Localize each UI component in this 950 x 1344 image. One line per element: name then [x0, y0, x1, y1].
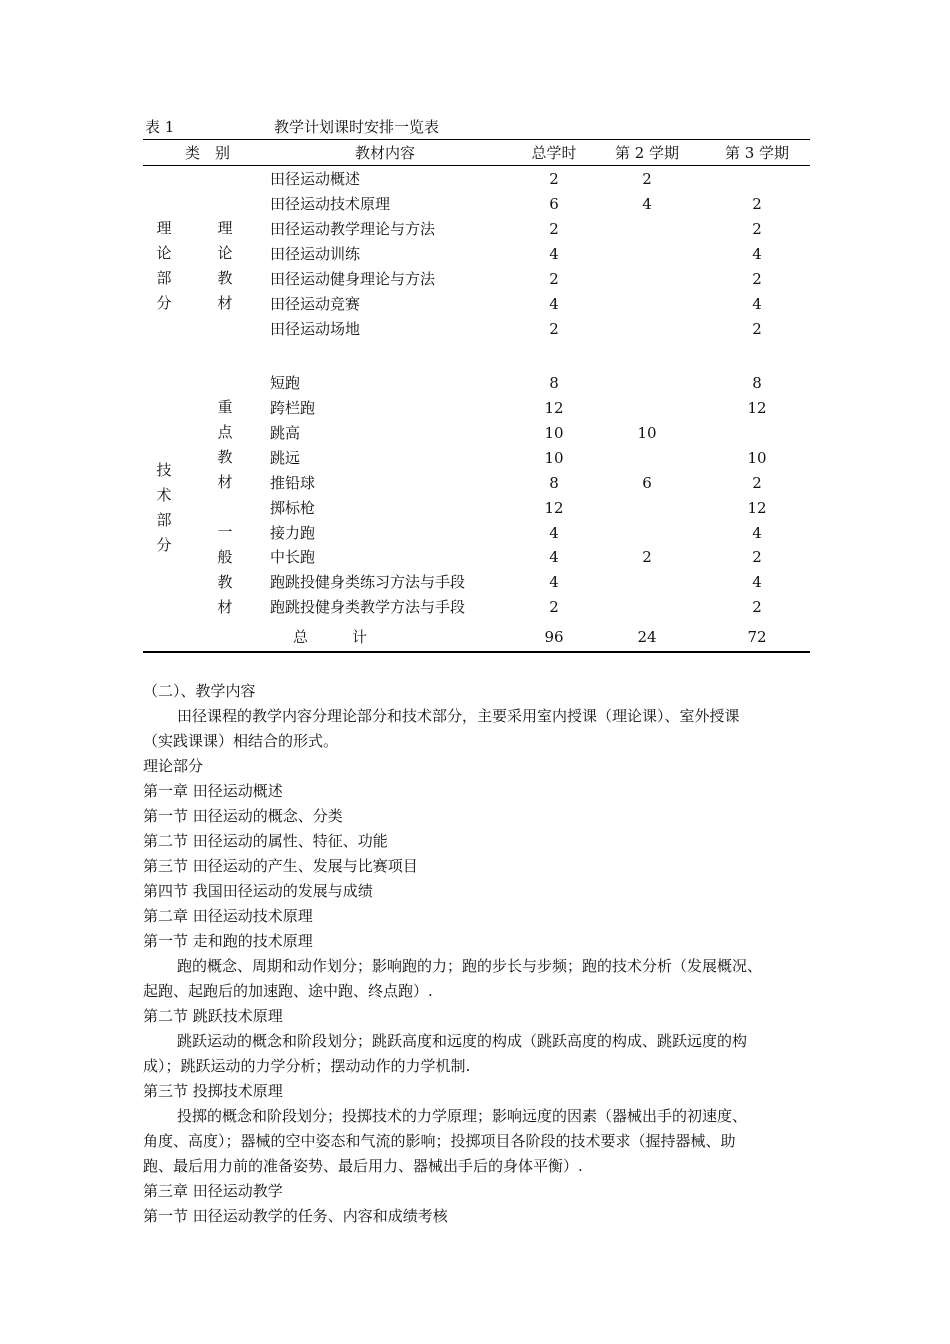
- row-content: 推铅球: [270, 474, 316, 492]
- intro-line-1: 田径课程的教学内容分理论部分和技术部分，主要采用室内授课（理论课）、室外授课: [177, 707, 740, 725]
- total-label-b: 计: [352, 628, 368, 646]
- group-char: 材: [217, 598, 233, 616]
- ch2-s2-para-line-1: 跳跃运动的概念和阶段划分；跳跃高度和远度的构成（跳跃高度的构成、跳跃远度的构: [177, 1032, 748, 1050]
- row-content: 跳远: [270, 449, 301, 467]
- row-total: 12: [544, 399, 564, 417]
- total-term2: 24: [637, 628, 657, 646]
- row-term2: 6: [642, 474, 652, 492]
- group-char: 技: [156, 461, 172, 479]
- row-term3: 2: [752, 548, 762, 566]
- row-content: 田径运动健身理论与方法: [270, 270, 436, 288]
- row-total: 4: [549, 295, 559, 313]
- row-term2: 2: [642, 170, 652, 188]
- ch2-s3-para-line-3: 跑、最后用力前的准备姿势、最后用力、器械出手后的身体平衡）.: [143, 1157, 583, 1175]
- row-term3: 12: [747, 399, 767, 417]
- row-total: 10: [544, 449, 564, 467]
- row-term2: 4: [642, 195, 652, 213]
- ch2-s3-para-line-2: 角度、高度）；器械的空中姿态和气流的影响；投掷项目各阶段的技术要求（握持器械、助: [143, 1132, 736, 1150]
- table-bottom-rule: [143, 651, 810, 653]
- group-label-technique: [154, 458, 174, 558]
- group-char: 教: [217, 269, 233, 287]
- header-content: 教材内容: [355, 144, 416, 162]
- subgroup-label-key-materials: [215, 395, 235, 495]
- group-char: 分: [156, 294, 172, 312]
- group-char: 材: [217, 473, 233, 491]
- ch1-section-4: 第四节 我国田径运动的发展与成绩: [143, 882, 373, 900]
- row-total: 8: [549, 374, 559, 392]
- row-term3: 8: [752, 374, 762, 392]
- row-total: 4: [549, 573, 559, 591]
- header-term2: 第 2 学期: [614, 144, 680, 162]
- row-term3: 2: [752, 195, 762, 213]
- group-label-theory: [154, 216, 174, 316]
- ch2-section-3: 第三节 投掷技术原理: [143, 1082, 283, 1100]
- row-content: 跑跳投健身类练习方法与手段: [270, 573, 466, 591]
- total-term3: 72: [747, 628, 767, 646]
- chapter-2-title: 第二章 田径运动技术原理: [143, 907, 313, 925]
- row-content: 掷标枪: [270, 499, 316, 517]
- row-content: 田径运动场地: [270, 320, 361, 338]
- row-total: 6: [549, 195, 559, 213]
- group-char: 点: [217, 423, 233, 441]
- row-total: 2: [549, 270, 559, 288]
- row-content: 田径运动技术原理: [270, 195, 391, 213]
- group-char: 部: [156, 511, 172, 529]
- ch1-section-1: 第一节 田径运动的概念、分类: [143, 807, 343, 825]
- table-header-rule: [143, 165, 810, 166]
- row-term3: 4: [752, 573, 762, 591]
- total-sum: 96: [544, 628, 564, 646]
- row-total: 8: [549, 474, 559, 492]
- row-total: 2: [549, 170, 559, 188]
- ch1-section-3: 第三节 田径运动的产生、发展与比赛项目: [143, 857, 418, 875]
- row-total: 4: [549, 245, 559, 263]
- row-term3: 4: [752, 524, 762, 542]
- row-total: 2: [549, 320, 559, 338]
- intro-line-2: （实践课课）相结合的形式。: [143, 732, 339, 750]
- row-content: 田径运动竞赛: [270, 295, 361, 313]
- ch1-section-2: 第二节 田径运动的属性、特征、功能: [143, 832, 388, 850]
- section-heading: （二）、教学内容: [143, 682, 256, 700]
- row-content: 田径运动训练: [270, 245, 361, 263]
- group-char: 论: [217, 244, 233, 262]
- group-char: 一: [217, 523, 233, 541]
- row-content: 田径运动概述: [270, 170, 361, 188]
- part-title: 理论部分: [143, 757, 204, 775]
- row-content: 田径运动教学理论与方法: [270, 220, 436, 238]
- row-term3: 12: [747, 499, 767, 517]
- group-char: 分: [156, 536, 172, 554]
- row-term3: 10: [747, 449, 767, 467]
- group-char: 般: [217, 548, 233, 566]
- ch2-s1-para-line-2: 起跑、起跑后的加速跑、途中跑、终点跑）.: [143, 982, 433, 1000]
- row-total: 12: [544, 499, 564, 517]
- row-term2: 10: [637, 424, 657, 442]
- ch3-section-1: 第一节 田径运动教学的任务、内容和成绩考核: [143, 1207, 448, 1225]
- row-content: 跨栏跑: [270, 399, 316, 417]
- row-term3: 2: [752, 320, 762, 338]
- row-content: 跑跳投健身类教学方法与手段: [270, 598, 466, 616]
- subgroup-label-theory-materials: [215, 216, 235, 316]
- total-label-a: 总: [293, 628, 309, 646]
- ch2-s3-para-line-1: 投掷的概念和阶段划分；投掷技术的力学原理；影响远度的因素（器械出手的初速度、: [177, 1107, 748, 1125]
- chapter-1-title: 第一章 田径运动概述: [143, 782, 283, 800]
- row-total: 2: [549, 220, 559, 238]
- group-char: 部: [156, 269, 172, 287]
- row-term3: 2: [752, 598, 762, 616]
- group-char: 理: [156, 219, 172, 237]
- header-total: 总学时: [531, 144, 577, 162]
- header-term3: 第 3 学期: [724, 144, 790, 162]
- row-term3: 4: [752, 295, 762, 313]
- row-term3: 2: [752, 270, 762, 288]
- table-caption-label: 表 1: [145, 118, 175, 136]
- row-term3: 4: [752, 245, 762, 263]
- row-term2: 2: [642, 548, 652, 566]
- row-total: 4: [549, 548, 559, 566]
- chapter-3-title: 第三章 田径运动教学: [143, 1182, 283, 1200]
- group-char: 材: [217, 294, 233, 312]
- group-char: 理: [217, 219, 233, 237]
- table-top-rule: [143, 139, 810, 140]
- group-char: 术: [156, 486, 172, 504]
- row-term3: 2: [752, 474, 762, 492]
- subgroup-label-general-materials: [215, 520, 235, 620]
- row-content: 短跑: [270, 374, 301, 392]
- group-char: 教: [217, 448, 233, 466]
- row-total: 10: [544, 424, 564, 442]
- group-char: 重: [217, 398, 233, 416]
- row-total: 2: [549, 598, 559, 616]
- ch2-s1-para-line-1: 跑的概念、周期和动作划分；影响跑的力；跑的步长与步频；跑的技术分析（发展概况、: [177, 957, 763, 975]
- header-category: 类 别: [185, 144, 231, 162]
- row-content: 跳高: [270, 424, 301, 442]
- row-content: 接力跑: [270, 524, 316, 542]
- row-total: 4: [549, 524, 559, 542]
- row-content: 中长跑: [270, 548, 316, 566]
- group-char: 论: [156, 244, 172, 262]
- group-char: 教: [217, 573, 233, 591]
- row-term3: 2: [752, 220, 762, 238]
- ch2-section-2: 第二节 跳跃技术原理: [143, 1007, 283, 1025]
- ch2-section-1: 第一节 走和跑的技术原理: [143, 932, 313, 950]
- ch2-s2-para-line-2: 成）；跳跃运动的力学分析；摆动动作的力学机制.: [143, 1057, 471, 1075]
- table-caption-title: 教学计划课时安排一览表: [274, 118, 440, 136]
